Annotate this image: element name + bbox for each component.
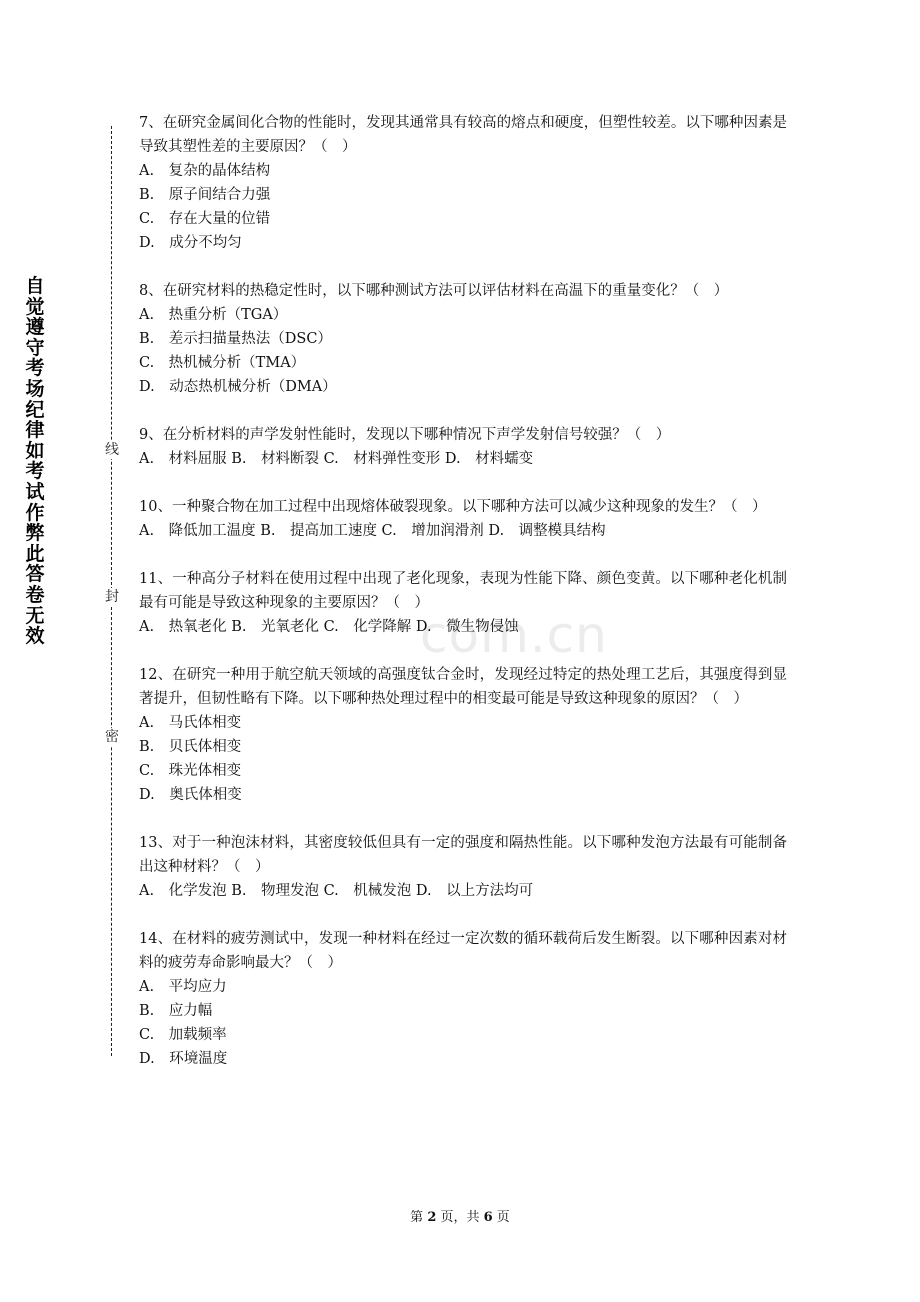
exam-discipline-notice: 自觉遵守考场纪律如考试作弊此答卷无效 — [25, 275, 45, 648]
option-row: A. 化学发泡 B. 物理发泡 C. 机械发泡 D. 以上方法均可 — [139, 883, 534, 899]
option-d: D. 成分不均匀 — [139, 235, 242, 251]
question-7 — [139, 111, 787, 255]
option-row: A. 降低加工温度 B. 提高加工速度 C. 增加润滑剂 D. 调整模具结构 — [139, 523, 606, 539]
option-row: A. 热氧老化 B. 光氧老化 C. 化学降解 D. 微生物侵蚀 — [139, 619, 519, 635]
page-footer — [0, 1206, 920, 1225]
question-stem: 11、一种高分子材料在使用过程中出现了老化现象，表现为性能下降、颜色变黄。以下哪种老化机制最有可能是导致这种现象的主要原因？（ ） — [139, 571, 787, 611]
question-13 — [139, 831, 787, 903]
question-stem: 10、一种聚合物在加工过程中出现熔体破裂现象。以下哪种方法可以减少这种现象的发生？（ ） — [139, 499, 767, 515]
question-stem: 9、在分析材料的声学发射性能时，发现以下哪种情况下声学发射信号较强？（ ） — [139, 427, 671, 443]
current-page-number: 2 — [427, 1210, 437, 1225]
option-a: A. 复杂的晶体结构 — [139, 163, 271, 179]
question-list — [139, 111, 787, 1095]
binding-label-secret: 密 — [105, 729, 119, 745]
option-b: B. 应力幅 — [139, 1003, 213, 1019]
question-10 — [139, 495, 787, 543]
option-b: B. 原子间结合力强 — [139, 187, 271, 203]
footer-prefix: 第 — [410, 1210, 428, 1225]
option-row: A. 材料屈服 B. 材料断裂 C. 材料弹性变形 D. 材料蠕变 — [139, 451, 534, 467]
option-b: B. 差示扫描量热法（DSC） — [139, 331, 332, 347]
footer-middle: 页，共 — [436, 1210, 484, 1225]
question-stem: 14、在材料的疲劳测试中，发现一种材料在经过一定次数的循环载荷后发生断裂。以下哪种因素对材料的疲劳寿命影响最大？（ ） — [139, 931, 787, 971]
option-a: A. 平均应力 — [139, 979, 227, 995]
option-b: B. 贝氏体相变 — [139, 739, 242, 755]
question-stem: 7、在研究金属间化合物的性能时，发现其通常具有较高的熔点和硬度，但塑性较差。以下哪种因素是导致其塑性差的主要原因？（ ） — [139, 115, 787, 155]
watermark: com.cn — [420, 606, 608, 664]
question-stem: 8、在研究材料的热稳定性时，以下哪种测试方法可以评估材料在高温下的重量变化？（ ） — [139, 283, 729, 299]
footer-suffix: 页 — [492, 1210, 510, 1225]
question-11 — [139, 567, 787, 639]
option-a: A. 马氏体相变 — [139, 715, 242, 731]
binding-label-seal: 封 — [105, 589, 119, 605]
question-14 — [139, 927, 787, 1071]
question-12 — [139, 663, 787, 807]
total-page-count: 6 — [483, 1210, 493, 1225]
option-a: A. 热重分析（TGA） — [139, 307, 288, 323]
option-c: C. 热机械分析（TMA） — [139, 355, 306, 371]
option-d: D. 环境温度 — [139, 1051, 228, 1067]
binding-label-line: 线 — [105, 442, 119, 458]
question-stem: 13、对于一种泡沫材料，其密度较低但具有一定的强度和隔热性能。以下哪种发泡方法最有可能制备出这种材料？（ ） — [139, 835, 787, 875]
option-c: C. 珠光体相变 — [139, 763, 242, 779]
option-d: D. 动态热机械分析（DMA） — [139, 379, 337, 395]
option-c: C. 存在大量的位错 — [139, 211, 271, 227]
question-9 — [139, 423, 787, 471]
question-8 — [139, 279, 787, 399]
question-stem: 12、在研究一种用于航空航天领域的高强度钛合金时，发现经过特定的热处理工艺后，其强度得到显著提升，但韧性略有下降。以下哪种热处理过程中的相变最可能是导致这种现象的原因？（ ） — [139, 667, 787, 707]
option-c: C. 加载频率 — [139, 1027, 227, 1043]
option-d: D. 奥氏体相变 — [139, 787, 242, 803]
